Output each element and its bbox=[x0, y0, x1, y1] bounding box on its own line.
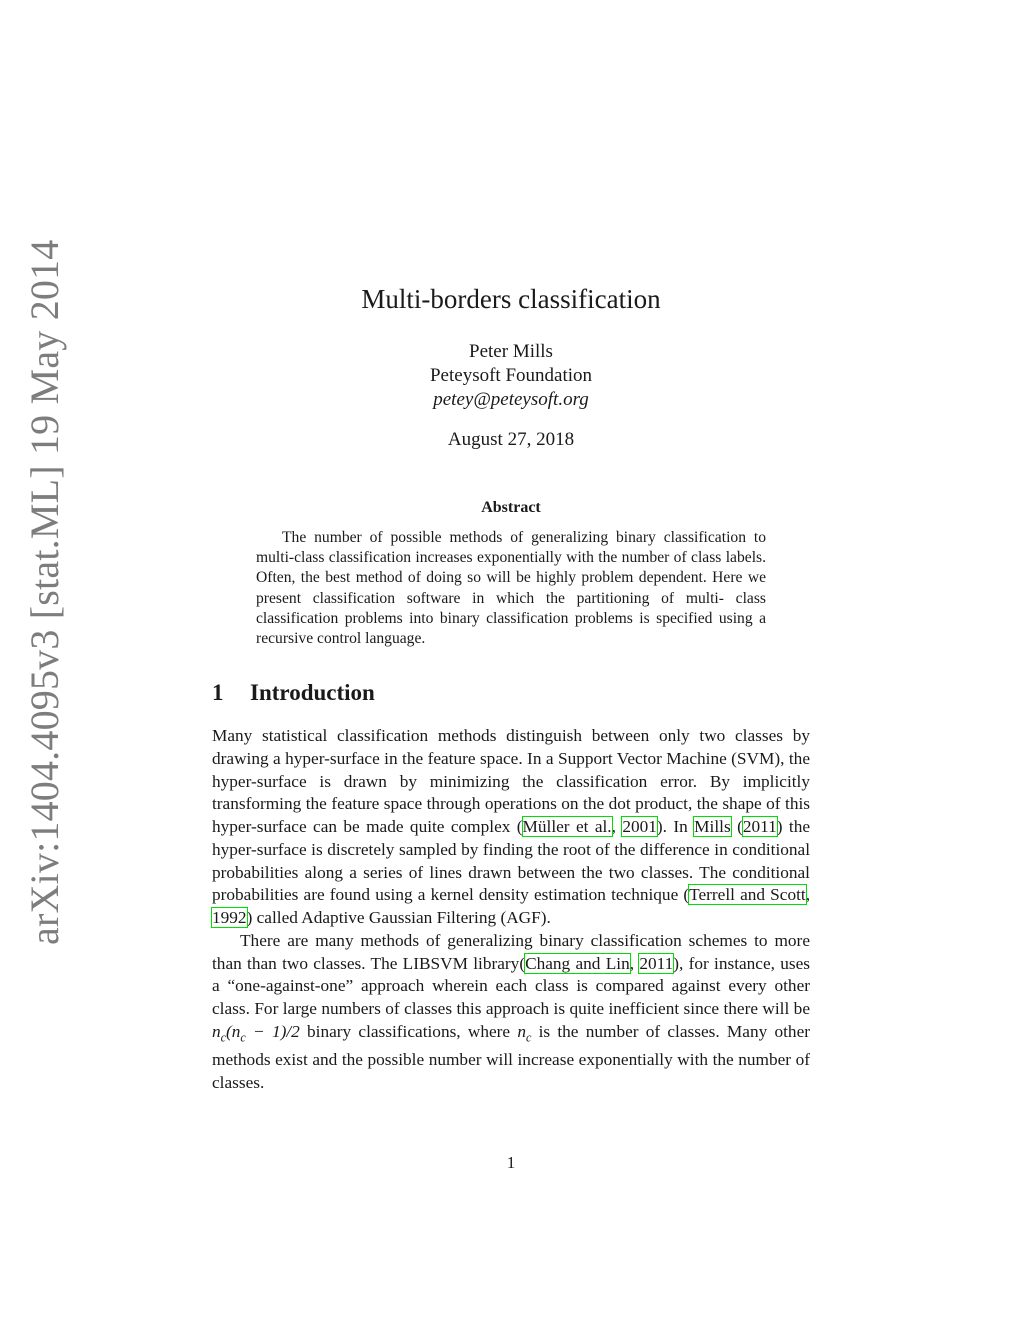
math-variable: $n_c$ bbox=[517, 1021, 532, 1045]
paper-date: August 27, 2018 bbox=[447, 429, 575, 450]
author-affiliation: Peteysoft Foundation bbox=[429, 365, 593, 386]
text-run: , bbox=[611, 817, 623, 836]
text-run: , bbox=[805, 885, 811, 905]
citation-link-muller-author[interactable]: Müller et al. bbox=[522, 817, 612, 836]
author-block bbox=[212, 340, 810, 412]
citation-link-terrell-year[interactable]: 1992 bbox=[212, 908, 247, 927]
citation-link-chang-year[interactable]: 2011 bbox=[639, 953, 674, 973]
citation-link-chang-author[interactable]: Chang and Lin bbox=[525, 953, 630, 973]
section-body bbox=[212, 725, 810, 1094]
abstract-text: The number of possible methods of generalizing binary classification to multi-class classification increases exponentially with the number of class labels. Often, the best method of doing so will be highly problem dependent. Here we present classification software in which the partitioning of multi- class classification problems into binary classification problems is specified using a recursive control language. bbox=[256, 529, 766, 648]
math-expression: $n_c(n_c - 1)/2$ bbox=[212, 1021, 300, 1045]
arxiv-identifier-stamp: arXiv:1404.4095v3 [stat.ML] 19 May 2014 bbox=[22, 239, 67, 945]
text-run: is the number of classes. Many other methods exist and the possible number will increase exponentially with the number of classes. bbox=[212, 1021, 811, 1092]
text-run: There are many methods of generalizing binary classification schemes to more than than two classes. The LIBSVM library( bbox=[212, 930, 810, 973]
section-title: Introduction bbox=[250, 680, 375, 705]
citation-link-muller-year[interactable]: 2001 bbox=[622, 817, 657, 836]
text-run: ). In bbox=[656, 817, 695, 836]
paper-title: Multi-borders classification bbox=[361, 284, 661, 314]
abstract-heading: Abstract bbox=[481, 499, 541, 516]
text-run: ) the hyper-surface is discretely sampled by finding the root of the difference in conditional probabilities along a series of lines drawn between the two classes. The conditional probabilities are found using a kernel density estimation technique ( bbox=[212, 817, 811, 905]
section-number: 1 bbox=[212, 680, 224, 705]
paragraph-1 bbox=[212, 725, 810, 930]
text-run: ) called Adaptive Gaussian Filtering (AGF). bbox=[246, 908, 551, 927]
text-run: binary classifications, where bbox=[299, 1021, 518, 1041]
citation-link-terrell-author[interactable]: Terrell and Scott bbox=[689, 885, 806, 905]
text-run: Many statistical classification methods distinguish between only two classes by drawing a hyper-surface in the feature space. In a Support Vector Machine (SVM), the hyper-surface is drawn by minimizing the classification error. By implicitly transforming the feature space through operations on the dot product, the shape of this hyper-surface can be made quite complex ( bbox=[212, 726, 810, 836]
section-heading bbox=[212, 678, 375, 708]
paragraph-2 bbox=[212, 930, 810, 1095]
text-run: ), for instance, uses a “one-against-one” approach wherein each class is compared against every other class. For large numbers of classes this approach is quite inefficient since there will be bbox=[212, 953, 811, 1018]
citation-link-mills-author[interactable]: Mills bbox=[694, 817, 731, 836]
text-run: ( bbox=[730, 817, 743, 836]
page-number: 1 bbox=[506, 1153, 516, 1172]
citation-link-mills-year[interactable]: 2011 bbox=[742, 817, 777, 836]
text-run: , bbox=[629, 953, 640, 973]
author-name: Peter Mills bbox=[469, 341, 553, 362]
author-email: petey@peteysoft.org bbox=[433, 389, 589, 410]
